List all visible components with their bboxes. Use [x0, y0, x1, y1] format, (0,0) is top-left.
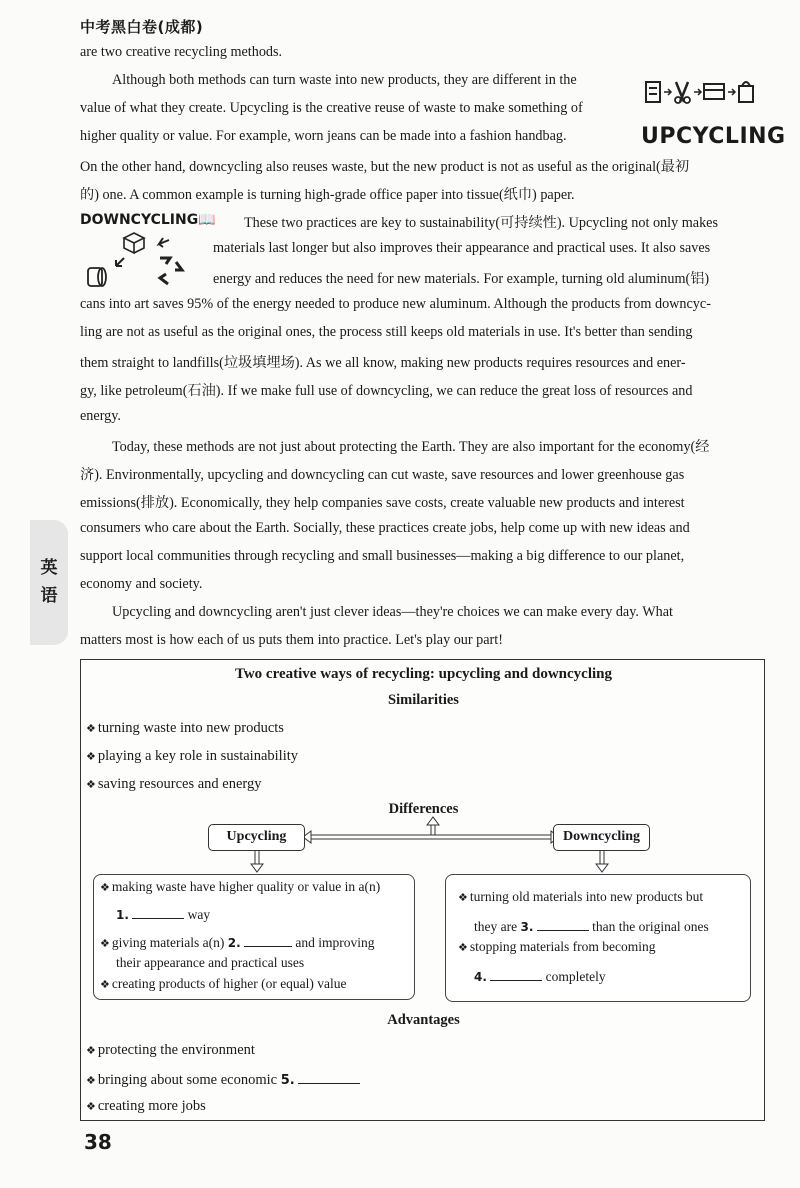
passage-line: These two practices are key to sustainability(可持续性). Upcycling not only makes: [244, 215, 718, 231]
upcycling-feature: ❖ making waste have higher quality or value in a(n): [100, 879, 381, 894]
downcycling-feature: ❖ stopping materials from becoming: [458, 939, 656, 954]
book-icon: 📖: [198, 212, 216, 228]
advantage-item: ❖ creating more jobs: [86, 1098, 206, 1114]
passage-line: cans into art saves 95% of the energy needed to produce new aluminum. Although the products from downcyc-: [80, 296, 711, 312]
passage-line: materials last longer but also improves their appearance and practical uses. It also saves: [213, 240, 711, 256]
blank-1-number: 1.: [116, 908, 129, 922]
blank-4[interactable]: [490, 967, 542, 981]
blank-2-number: 2.: [227, 936, 241, 950]
similarity-item: ❖ saving resources and energy: [86, 776, 262, 792]
downcycling-feature: ❖ turning old materials into new products but: [458, 889, 704, 904]
passage-line: are two creative recycling methods.: [80, 44, 283, 60]
book-title: 中考黑白卷(成都): [80, 18, 204, 36]
upcycling-feature: ❖ giving materials a(n) 2. and improving: [100, 935, 375, 950]
passage-line: Upcycling and downcycling aren't just clever ideas—they're choices we can make every day. What: [112, 604, 673, 620]
passage-line: support local communities through recycling and small businesses—making a big difference to our planet,: [80, 548, 685, 564]
passage-line: On the other hand, downcycling also reuses waste, but the new product is not as useful as the original(最初: [80, 159, 690, 175]
passage-line: consumers who care about the Earth. Socially, these practices create jobs, help come up with new ideas and: [80, 520, 690, 536]
blank-5[interactable]: [298, 1070, 360, 1084]
side-tab-label-2: 语: [40, 586, 58, 606]
passage-line: ling are not as useful as the original ones, the process still keeps old materials in use. It's better than sending: [80, 324, 693, 340]
recycling-mind-map: [80, 659, 765, 1121]
blank-4-number: 4.: [474, 970, 487, 984]
downcycling-process-icon: [84, 230, 194, 292]
blank-3[interactable]: [537, 917, 589, 931]
passage-line: value of what they create. Upcycling is the creative reuse of waste to make something of: [80, 100, 583, 116]
blank-1-line: 1. way: [116, 907, 211, 922]
passage-line: them straight to landfills(垃圾填埋场). As we all know, making new products requires resources and ener-: [80, 355, 686, 371]
passage-line: higher quality or value. For example, worn jeans can be made into a fashion handbag.: [80, 128, 567, 144]
blank-5-number: 5.: [280, 1073, 295, 1088]
upcycling-feature-cont: their appearance and practical uses: [116, 955, 305, 970]
upcycling-logo-text: UPCYCLING: [641, 124, 786, 149]
differences-heading: Differences: [388, 801, 459, 817]
downcycling-node: Downcycling: [553, 824, 650, 851]
passage-line: 济). Environmentally, upcycling and downcycling can cut waste, save resources and lower greenhouse gas: [80, 467, 685, 483]
passage-line: 的) one. A common example is turning high-grade office paper into tissue(纸巾) paper.: [80, 187, 575, 203]
blank-1[interactable]: [132, 905, 184, 919]
blank-2[interactable]: [244, 933, 292, 947]
upcycling-features-box: [93, 874, 415, 1000]
side-tab-label-1: 英: [40, 558, 58, 578]
similarity-item: ❖ playing a key role in sustainability: [86, 748, 299, 764]
downcycling-logo-text: DOWNCYCLING📖: [80, 212, 216, 228]
mind-map-title: Two creative ways of recycling: upcycling and downcycling: [234, 666, 613, 682]
passage-line: energy.: [80, 408, 121, 424]
passage-line: energy and reduces the need for new materials. For example, turning old aluminum(铝): [213, 271, 710, 287]
passage-line: Although both methods can turn waste into new products, they are different in the: [112, 72, 577, 88]
blank-4-line: 4. completely: [474, 969, 606, 984]
advantages-heading: Advantages: [387, 1012, 460, 1028]
similarities-heading: Similarities: [388, 692, 459, 708]
similarity-item: ❖ turning waste into new products: [86, 720, 284, 736]
passage-line: matters most is how each of us puts them into practice. Let's play our part!: [80, 632, 503, 648]
subject-side-tab: [30, 520, 68, 645]
upcycling-feature: ❖ creating products of higher (or equal) value: [100, 976, 347, 991]
passage-line: emissions(排放). Economically, they help companies save costs, create valuable new products and interest: [80, 495, 685, 511]
passage-line: Today, these methods are not just about protecting the Earth. They are also important for the economy(经: [112, 439, 710, 455]
upcycling-node: Upcycling: [208, 824, 305, 851]
blank-3-line: they are 3. than the original ones: [474, 919, 709, 934]
passage-line: economy and society.: [80, 576, 203, 592]
downcycling-features-box: [445, 874, 751, 1002]
blank-3-number: 3.: [520, 920, 534, 934]
passage-line: gy, like petroleum(石油). If we make full use of downcycling, we can reduce the great loss of resources and: [80, 383, 693, 399]
advantage-item: ❖ protecting the environment: [86, 1042, 255, 1058]
page-number: 38: [84, 1130, 112, 1154]
advantage-item: ❖ bringing about some economic 5.: [86, 1070, 360, 1089]
